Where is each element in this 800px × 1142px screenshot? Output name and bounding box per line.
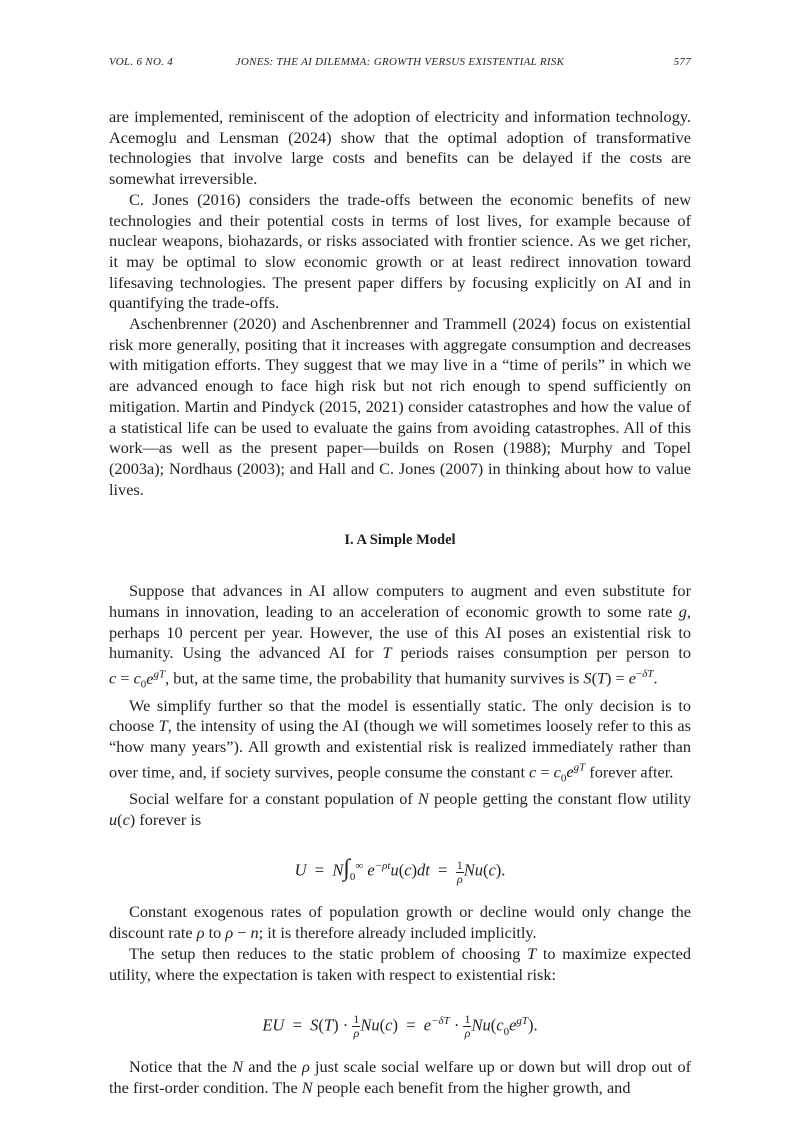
volume-label: VOL. 6 NO. 4 — [109, 56, 174, 68]
page-number: 577 — [673, 56, 691, 68]
running-header — [109, 56, 691, 74]
welfare-equation: $U = N\int_0^\infty$ $e^{-\rho t}u(c)dt$ = $\frac{1}{\rho}$ Nu(c). — [294, 855, 506, 886]
paragraph-4: Suppose that advances in AI allow computers to augment and even substitute for humans in innovation, leading to an acceleration of economic growth to some rate g, perhaps 10 percent per year. However, the use of this AI poses an existential risk to humanity. Using the advanced AI for T periods raises consumption per person to $c = c_0e^{gT}$, but, at the same time, the probability that humanity survives is $S(T) = e^{-\delta T}$. — [109, 581, 691, 691]
page-body — [109, 107, 691, 1099]
paragraph-7: Constant exogenous rates of population growth or decline would only change the discount rate ρ to ρ − n; it is therefore already included implicitly. — [109, 902, 691, 943]
paragraph-8: The setup then reduces to the static problem of choosing T to maximize expected utility, where the expectation is taken with respect to existential risk: — [109, 943, 692, 984]
section-heading: I. A Simple Model — [344, 532, 456, 549]
paragraph-9: Notice that the N and the ρ just scale social welfare up or down but will drop out of the first-order condition. The N people each benefit from the higher growth, and — [109, 1057, 692, 1097]
paragraph-3: Aschenbrenner (2020) and Aschenbrenner and Trammell (2024) focus on existential risk more generally, positing that it increases with aggregate consumption and decreases with mitigation efforts. They suggest that we may live in a “time of perils” in which we are advanced enough to face high risk but not rich enough to spend sufficiently on mitigation. Martin and Pindyck (2015, 2021) consider catastrophes and how the value of a statistical life can be used to evaluate the gains from avoiding catastrophes. All of this work—as well as the present paper—builds on Rosen (1988); Murphy and Topel (2003a); Nordhaus (2003); and Hall and C. Jones (2007) in thinking about how to value lives. — [109, 314, 691, 499]
paragraph-5: We simplify further so that the model is essentially static. The only decision is to choose T, the intensity of using the AI (though we will sometimes loosely refer to this as “how many years”). All growth and existential risk is realized immediately rather than over time, and, if society survives, people consume the constant $c = c_0e^{gT}$ forever after. — [109, 695, 691, 785]
paragraph-1: are implemented, reminiscent of the adoption of electricity and information technology. Acemoglu and Lensman (2024) show that the optimal adoption of transformative technologies that involve large costs and benefits can be delayed if the costs are somewhat irreversible. — [109, 107, 691, 189]
running-title: JONES: THE AI DILEMMA: GROWTH VERSUS EXISTENTIAL RISK — [235, 56, 565, 68]
expected-utility-equation: EU = S(T) · $\frac{1}{\rho}$ $Nu(c) = e^{-\delta T}$ · $\frac{1}{\rho}$ $Nu(c_0e^{gT})$. — [262, 1012, 538, 1041]
paragraph-2: C. Jones (2016) considers the trade-offs between the economic benefits of new technologies and their potential costs in terms of lost lives, for example because of nuclear weapons, biohazards, or risks associated with frontier science. As we get richer, it may be optimal to slow economic growth or at least redirect innovation toward lifesaving technologies. The present paper differs by focusing explicitly on AI and in quantifying the trade-offs. — [109, 189, 691, 313]
paragraph-6: Social welfare for a constant population of N people getting the constant flow utility u(c) forever is — [109, 789, 691, 829]
